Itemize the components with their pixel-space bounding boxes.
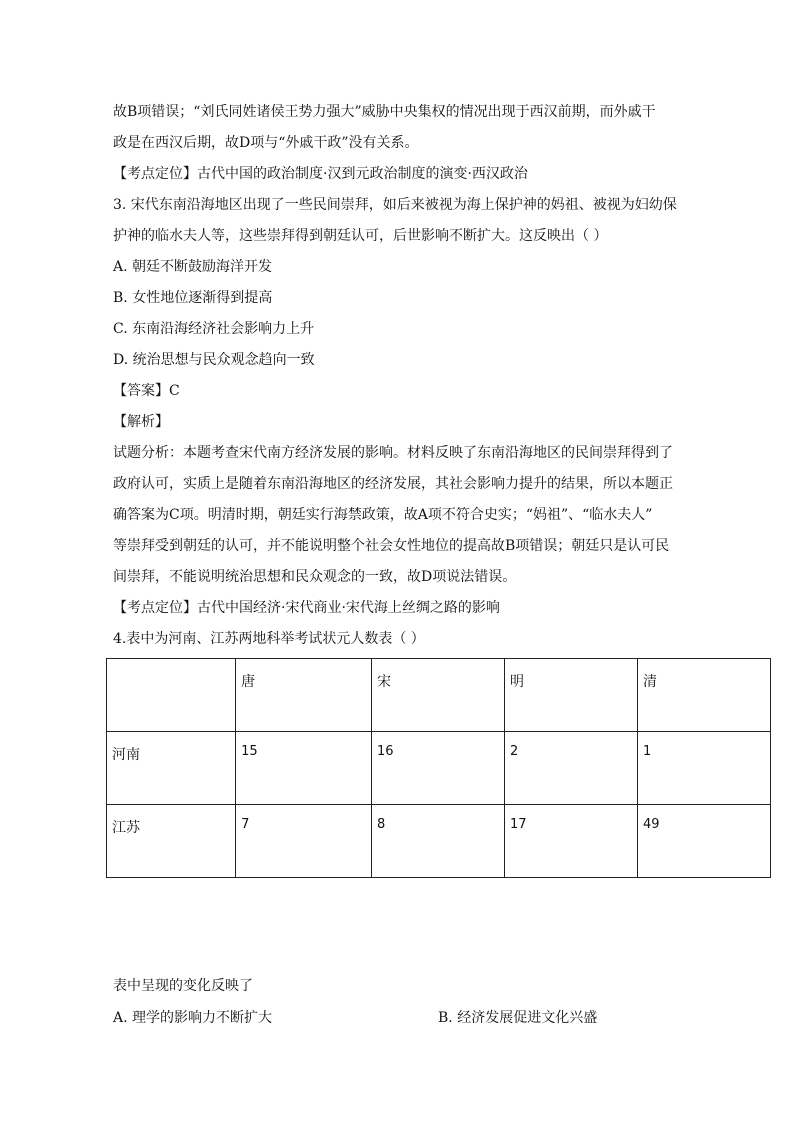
table-header-row (107, 659, 771, 732)
q3-kaodian: 【考点定位】古代中国经济·宋代商业·宋代海上丝绸之路的影响 (113, 600, 500, 616)
table-header-cell: 明 (504, 659, 637, 732)
q3-option-b: B. 女性地位逐渐得到提高 (113, 290, 273, 306)
q3-analysis-line-1: 试题分析：本题考查宋代南方经济发展的影响。材料反映了东南沿海地区的民间崇拜得到了 (113, 445, 673, 461)
q3-analysis-line-2: 政府认可，实质上是随着东南沿海地区的经济发展，其社会影响力提升的结果，所以本题正 (113, 476, 673, 492)
q3-answer: 【答案】C (113, 383, 180, 399)
q3-option-d: D. 统治思想与民众观念趋向一致 (113, 352, 315, 368)
table-cell: 15 (236, 732, 372, 805)
table-cell: 17 (504, 805, 637, 878)
prev-analysis-line-2: 政是在西汉后期，故D项与“外戚干政”没有关系。 (113, 135, 419, 151)
q4-option-b: B. 经济发展促进文化兴盛 (438, 1010, 598, 1026)
table-cell: 49 (637, 805, 770, 878)
table-row (107, 732, 771, 805)
q3-option-c: C. 东南沿海经济社会影响力上升 (113, 321, 315, 337)
q3-analysis-line-5: 间崇拜，不能说明统治思想和民众观念的一致，故D项说法错误。 (113, 569, 517, 585)
q3-analysis-line-4: 等崇拜受到朝廷的认可，并不能说明整个社会女性地位的提高故B项错误；朝廷只是认可民 (113, 538, 670, 554)
table-cell: 16 (371, 732, 504, 805)
table-cell: 江苏 (107, 805, 236, 878)
table-cell: 7 (236, 805, 372, 878)
table-header-cell (107, 659, 236, 732)
prev-analysis-line-1: 故B项错误；“刘氏同姓诸侯王势力强大”威胁中央集权的情况出现于西汉前期，而外戚干 (113, 104, 656, 120)
table-header-cell: 唐 (236, 659, 372, 732)
table-cell: 2 (504, 732, 637, 805)
q3-stem-line-1: 3. 宋代东南沿海地区出现了一些民间崇拜，如后来被视为海上保护神的妈祖、被视为妇幼保 (113, 197, 677, 213)
table-cell: 8 (371, 805, 504, 878)
q3-stem-line-2: 护神的临水夫人等，这些崇拜得到朝廷认可，后世影响不断扩大。这反映出（ ） (113, 228, 608, 244)
q4-option-a: A. 理学的影响力不断扩大 (113, 1010, 273, 1026)
table-cell: 1 (637, 732, 770, 805)
q3-jiexi-heading: 【解析】 (113, 414, 169, 430)
zhuangyuan-table (106, 658, 771, 878)
table-header-cell: 清 (637, 659, 770, 732)
q3-option-a: A. 朝廷不断鼓励海洋开发 (113, 259, 273, 275)
q4-follow-up: 表中呈现的变化反映了 (113, 978, 253, 994)
table-row (107, 805, 771, 878)
q3-analysis-line-3: 确答案为C项。明清时期，朝廷实行海禁政策，故A项不符合史实；“妈祖”、“临水夫人” (113, 507, 653, 523)
prev-kaodian: 【考点定位】古代中国的政治制度·汉到元政治制度的演变·西汉政治 (113, 166, 528, 182)
q4-stem: 4.表中为河南、江苏两地科举考试状元人数表（ ） (113, 631, 425, 647)
table-header-cell: 宋 (371, 659, 504, 732)
table-cell: 河南 (107, 732, 236, 805)
